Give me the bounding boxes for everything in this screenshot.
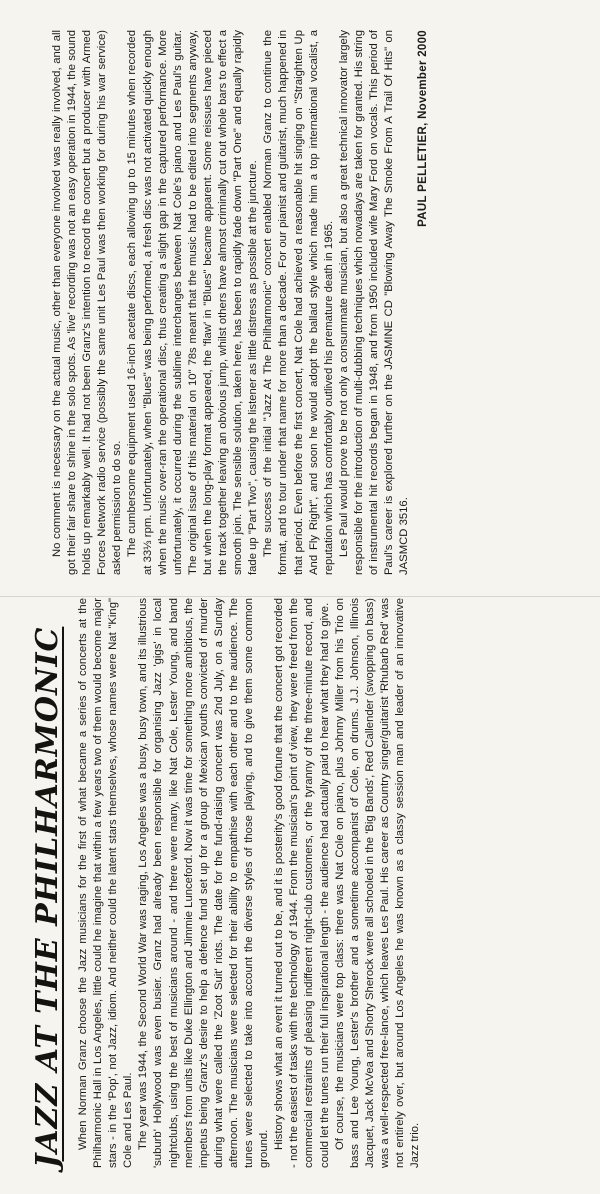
article-paragraph: The cumbersome equipment used 16-inch acetate discs, each allowing up to 15 minutes when recorded at 33⅓ rpm. Unfortunately, when "Blues" was being performed, a fresh disc was not activated quickly enough when the music over-ran the operational disc, thus creating a slight gap in the captured performance. More unfortunately, it occurred during the sublime interchanges between Nat Cole's piano and Les Paul's guitar. The original issue of this material on 10" 78s meant that the music had to be edited into segments anyway, but when the long-play format appeared, the 'flaw' in "Blues" became apparent. Some reissues have pieced the track together leaving an obvious jump, whilst others have almost criminally cut out whole bars to effect a smooth join. The sensible solution, taken here, has been to rapidly fade down "Part One" and equally rapidly fade up "Part Two", causing the listener as little distress as possible at the juncture. bbox=[126, 30, 260, 575]
article-paragraph: No comment is necessary on the actual music, other than everyone involved was really involved, and all got their fair share to shine in the solo spots. As 'live' recording was not an easy operation in 1944, the sound holds up remarkably well. It had not been Granz's intention to record the concert but a producer with Armed Forces Network radio service (possibly the same unit Les Paul was then working for during his war service) asked permission to do so. bbox=[51, 30, 124, 575]
article-title: JAZZ AT THE PHILHARMONIC bbox=[30, 626, 65, 1168]
article-paragraph: When Norman Granz choose the Jazz musicians for the first of what became a series of concerts at the Philharmonic Hall in Los Angeles, little could he imagine that within a few years two of them would become major stars - in the 'Pop', not Jazz, idiom. And neither could the latent stars themselves, whose names were Nat "King" Cole and Les Paul. bbox=[77, 598, 135, 1168]
article-panel-continued bbox=[50, 30, 570, 575]
article-paragraph: The year was 1944, the Second World War was raging, Los Angeles was a busy, busy town, and its illustrious 'suburb' Hollywood was even busier. Granz had already been responsible for organising Jazz 'gigs' in local nightclubs, using the best of musicians around - and there were many, like Nat Cole, Lester Young, and band members from units like Duke Ellington and Jimmie Lunceford. Now it was time for something more ambitious, the impetus being Granz's desire to help a defence fund set up for a group of Mexican youths convicted of murder during what were called the 'Zoot Suit' riots. The date for the fund-raising concert was 2nd July, on a Sunday afternoon. The musicians were selected for their ability to empathise with each other and to the audience. The tunes were selected to take into account the diverse styles of those playing, and to give them some common ground. bbox=[137, 598, 271, 1168]
page-fold-divider bbox=[0, 596, 600, 597]
article-paragraph: History shows what an event it turned out to be, and it is posterity's good fortune that the concert got recorded - not the easiest of tasks with the technology of 1944. From the musician's point of view, they were freed from the commercial restraints of pleasing indifferent night-club customers, or the tyranny of the three-minute record, and could let the tunes run their full inspirational length - the audience had actually paid to hear what they had to give. bbox=[273, 598, 331, 1168]
article-paragraph: The success of the initial "Jazz At The Philharmonic" concert enabled Norman Granz to continue the format, and to tour under that name for more than a decade. For our pianist and guitarist, much happened in that period. Even before the first concert, Nat Cole had achieved a reasonable hit singing on "Straighten Up And Fly Right", and soon he would adopt the ballad style which made him a top international vocalist, a reputation which has comfortably outlived his premature death in 1965. bbox=[262, 30, 335, 575]
article-paragraph: Les Paul would prove to be not only a consummate musician, but also a great technical innovator largely responsible for the introduction of multi-dubbing techniques which nowadays are taken for granted. His string of instrumental hit records began in 1948, and from 1950 included wife Mary Ford on vocals. This period of Paul's career is explored further on the JASMINE CD "Blowing Away The Smoke From A Trail Of Hits" on JASMCD 3516. bbox=[337, 30, 411, 575]
article-panel-first bbox=[30, 598, 555, 1168]
article-paragraph: Of course, the musicians were top class: there was Nat Cole on piano, plus Johnny Miller from his Trio on bass and Lee Young, Lester's brother and a sometime accompanist of Cole, on drums. J.J. Johnson, Illinois Jacquet, Jack McVea and Shorty Sherock were all schooled in the 'Big Bands', Red Callender (swopping on bass) was a well-respected free-lance, which leaves Les Paul. His career as Country singer/guitarist 'Rhubarb Red' was not entirely over, but around Los Angeles he was known as a classy session man and leader of an innovative Jazz trio. bbox=[333, 598, 422, 1168]
author-byline: PAUL PELLETIER, November 2000 bbox=[417, 30, 430, 227]
